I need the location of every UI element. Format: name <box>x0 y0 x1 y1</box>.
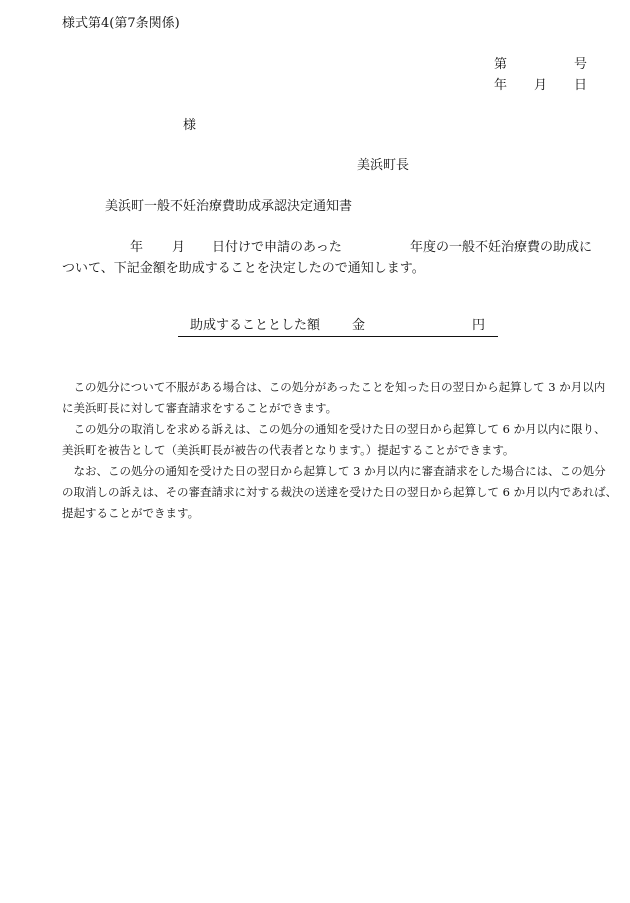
amount-label: 助成することとした額 <box>190 318 321 333</box>
body-line-2: ついて、下記金額を助成することを決定したので通知します。 <box>62 261 425 276</box>
issuer-name: 美浜町長 <box>357 158 410 173</box>
body-applied-text: 日付けで申請のあった <box>212 240 342 255</box>
body-paragraph <box>62 237 607 279</box>
amount-line <box>178 318 498 337</box>
date-day-label: 日 <box>574 78 588 93</box>
number-suffix: 号 <box>574 57 588 72</box>
notice-line: 美浜町を被告として（美浜町長が被告の代表者となります。）提起することができます。 <box>62 443 515 457</box>
date-month-label: 月 <box>534 78 548 93</box>
body-fiscal-year-text: 年度の一般不妊治療費の助成に <box>410 240 593 255</box>
number-prefix: 第 <box>494 57 508 72</box>
notice-line: なお、この処分の通知を受けた日の翌日から起算して 3 か月以内に審査請求をした場合には、この処分 <box>62 464 606 478</box>
document-date-field <box>494 78 594 94</box>
notice-line: この処分について不服がある場合は、この処分があったことを知った日の翌日から起算して 3 か月以内 <box>62 380 606 394</box>
amount-currency-prefix: 金 <box>352 318 366 333</box>
notice-line: に美浜町長に対して審査請求をすることができます。 <box>62 401 338 415</box>
date-year-label: 年 <box>494 78 508 93</box>
body-month-label: 月 <box>172 240 186 255</box>
body-year-label: 年 <box>130 240 144 255</box>
form-label: 様式第4(第7条関係) <box>62 16 180 31</box>
amount-currency-suffix: 円 <box>472 318 486 333</box>
document-number-field <box>494 57 594 73</box>
recipient-honorific: 様 <box>183 118 197 133</box>
body-line-1 <box>62 237 607 258</box>
notice-section <box>62 377 618 524</box>
document-title: 美浜町一般不妊治療費助成承認決定通知書 <box>105 199 353 214</box>
notice-line: 提起することができます。 <box>62 506 200 520</box>
notice-line: の取消しの訴えは、その審査請求に対する裁決の送達を受けた日の翌日から起算して 6 か月以内であれば、 <box>62 485 618 499</box>
notice-line: この処分の取消しを求める訴えは、この処分の通知を受けた日の翌日から起算して 6 か月以内に限り、 <box>62 422 606 436</box>
